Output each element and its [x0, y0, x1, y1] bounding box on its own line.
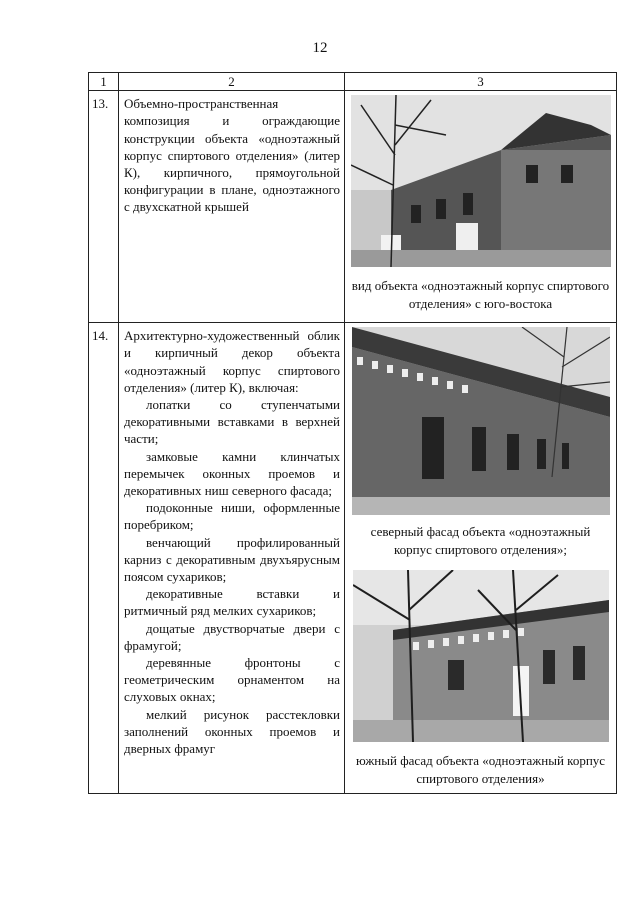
description-paragraph: мелкий рисунок расстекловки заполнений оконных проемов и дверных фрамуг: [124, 706, 340, 757]
photo-cell: [345, 91, 617, 323]
photo-cell: [345, 323, 617, 794]
header-col-3: 3: [345, 73, 617, 91]
description-paragraph: деревянные фронтоны с геометрическим орнаментом на слуховых окнах;: [124, 655, 340, 705]
page-number: 12: [312, 40, 328, 56]
row-number: 14.: [89, 323, 119, 794]
description-paragraph: подоконные ниши, оформленные поребриком;: [124, 500, 340, 533]
row-number: 13.: [89, 91, 119, 323]
description-paragraph: Архитектурно-художественный облик и кирпичный декор объекта «одноэтажный корпус спиртового отделения» (литер К), включая:: [124, 328, 340, 395]
row-description: [119, 323, 345, 794]
objects-table: [88, 72, 617, 794]
description-paragraph: замковые камни клинчатых перемычек оконных проемов и декоративных ниш северного фасада;: [124, 448, 340, 499]
table-row: [89, 91, 617, 323]
photo-caption: южный фасад объекта «одноэтажный корпус спиртового отделения»: [355, 753, 606, 786]
header-col-2: 2: [119, 73, 345, 91]
table-header-row: [89, 73, 617, 91]
description-paragraph: лопатки со ступенчатыми декоративными вставками в верхней части;: [124, 397, 340, 447]
photo-caption: северный фасад объекта «одноэтажный корпус спиртового отделения»;: [370, 524, 591, 557]
table-row: [89, 323, 617, 794]
description-paragraph: декоративные вставки и ритмичный ряд мелких сухариков;: [124, 586, 340, 619]
row-description: [119, 91, 345, 323]
description-paragraph: дощатые двустворчатые двери с фрамугой;: [124, 620, 340, 653]
description-paragraph: Объемно-пространственная композиция и ограждающие конструкции объекта «одноэтажный корпус спиртового отделения» (литер К), кирпичного, прямоугольной конфигурации в плане, одноэтажного с двухскатной крышей: [124, 96, 340, 215]
description-paragraph: венчающий профилированный карниз с декоративным двухъярусным поясом сухариков;: [124, 534, 340, 585]
building-southeast-photo: [351, 95, 611, 267]
photo-caption: вид объекта «одноэтажный корпус спиртового отделения» с юго-востока: [351, 278, 610, 311]
north-facade-photo: [352, 327, 610, 515]
south-facade-photo: [353, 570, 609, 742]
header-col-1: 1: [89, 73, 119, 91]
